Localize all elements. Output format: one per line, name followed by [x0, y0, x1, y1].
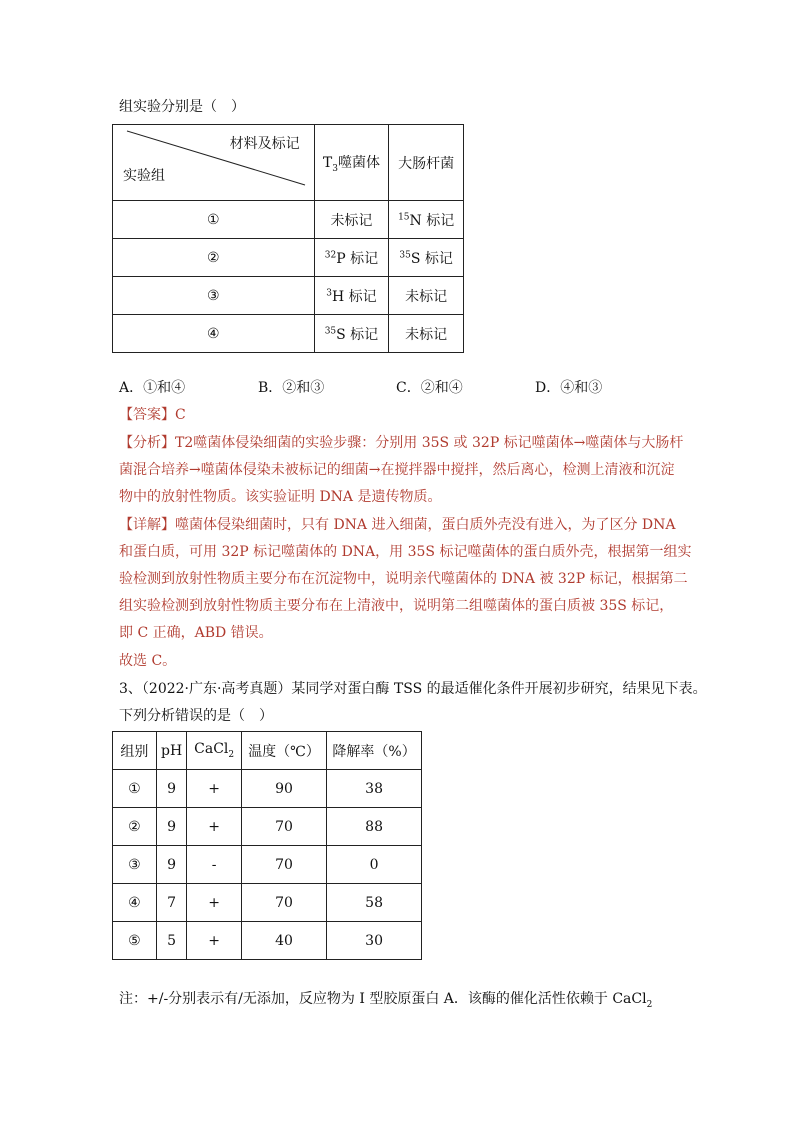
option-b: B．②和③	[258, 380, 325, 396]
group-cell: ④	[113, 884, 157, 922]
detail-line: 组实验检测到放射性物质主要分布在上清液中，说明第二组噬菌体的蛋白质被 35S 标记，	[119, 598, 674, 614]
ph-cell: 7	[156, 884, 187, 922]
header-phage: $T_3$噬菌体	[314, 125, 389, 201]
question-3-stem: 3、（2022·广东·高考真题）某同学对蛋白酶 TSS 的最适催化条件开展初步研究，结果见下表。	[119, 681, 707, 697]
header-ecoli: 大肠杆菌	[389, 125, 464, 201]
group-cell: ②	[113, 239, 315, 277]
ecoli-cell: $^{15}$N 标记	[389, 201, 464, 239]
cacl2-cell: +	[187, 884, 241, 922]
rate-cell: 88	[327, 808, 422, 846]
ph-cell: 9	[156, 846, 187, 884]
group-cell: ④	[113, 315, 315, 353]
diagonal-header-cell	[113, 125, 315, 201]
cacl2-cell: -	[187, 846, 241, 884]
group-cell: ①	[113, 201, 315, 239]
labeling-table	[112, 124, 464, 353]
ecoli-cell: 未标记	[389, 315, 464, 353]
detail-line: 和蛋白质，可用 32P 标记噬菌体的 DNA，用 35S 标记噬菌体的蛋白质外壳，根据第一组实	[119, 544, 692, 560]
cacl2-cell: +	[187, 770, 241, 808]
detail-line: 即 C 正确，ABD 错误。	[119, 625, 273, 641]
temperature-cell: 40	[241, 922, 326, 960]
phage-cell: $^{32}$P 标记	[314, 239, 389, 277]
phage-cell: $^3$H 标记	[314, 277, 389, 315]
ecoli-cell: 未标记	[389, 277, 464, 315]
group-cell: ①	[113, 770, 157, 808]
table-note: 注：+/-分别表示有/无添加，反应物为 I 型胶原蛋白 A．该酶的催化活性依赖于 CaCl$_2$	[119, 991, 653, 1010]
option-a: A．①和④	[119, 380, 186, 396]
cacl2-cell: +	[187, 922, 241, 960]
conclusion: 故选 C。	[119, 653, 177, 669]
option-c: C．②和④	[396, 380, 463, 396]
option-d: D．④和③	[535, 380, 603, 396]
header-temperature: 温度（℃）	[241, 732, 326, 770]
detail-line: 验检测到放射性物质主要分布在沉淀物中，说明亲代噬菌体的 DNA 被 32P 标记，根据第二	[119, 571, 688, 587]
analysis-line: 【分析】T2噬菌体侵染细菌的实验步骤：分别用 35S 或 32P 标记噬菌体→噬菌体与大肠杆	[119, 435, 684, 451]
question-tail: 组实验分别是（ ）	[119, 99, 245, 115]
header-materials: 材料及标记	[229, 136, 300, 152]
temperature-cell: 70	[241, 884, 326, 922]
answer: 【答案】C	[119, 407, 186, 423]
header-group: 组别	[113, 732, 157, 770]
ecoli-cell: $^{35}$S 标记	[389, 239, 464, 277]
temperature-cell: 70	[241, 808, 326, 846]
group-cell: ⑤	[113, 922, 157, 960]
rate-cell: 0	[327, 846, 422, 884]
group-cell: ②	[113, 808, 157, 846]
group-cell: ③	[113, 846, 157, 884]
phage-cell: $^{35}$S 标记	[314, 315, 389, 353]
temperature-cell: 70	[241, 846, 326, 884]
analysis-line: 菌混合培养→噬菌体侵染未被标记的细菌→在搅拌器中搅拌，然后离心，检测上清液和沉淀	[119, 462, 675, 478]
group-cell: ③	[113, 277, 315, 315]
header-cacl2: CaCl$_2$	[187, 732, 241, 770]
header-groups: 实验组	[123, 168, 165, 184]
question-3-stem: 下列分析错误的是（ ）	[119, 708, 273, 724]
cacl2-cell: +	[187, 808, 241, 846]
temperature-cell: 90	[241, 770, 326, 808]
analysis-line: 物中的放射性物质。该实验证明 DNA 是遗传物质。	[119, 489, 442, 505]
header-ph: pH	[156, 732, 187, 770]
phage-cell: 未标记	[314, 201, 389, 239]
rate-cell: 30	[327, 922, 422, 960]
ph-cell: 9	[156, 770, 187, 808]
header-degradation-rate: 降解率（%）	[327, 732, 422, 770]
enzyme-table	[112, 731, 422, 960]
ph-cell: 9	[156, 808, 187, 846]
rate-cell: 58	[327, 884, 422, 922]
rate-cell: 38	[327, 770, 422, 808]
detail-line: 【详解】噬菌体侵染细菌时，只有 DNA 进入细菌，蛋白质外壳没有进入，为了区分 DNA	[119, 517, 676, 533]
ph-cell: 5	[156, 922, 187, 960]
